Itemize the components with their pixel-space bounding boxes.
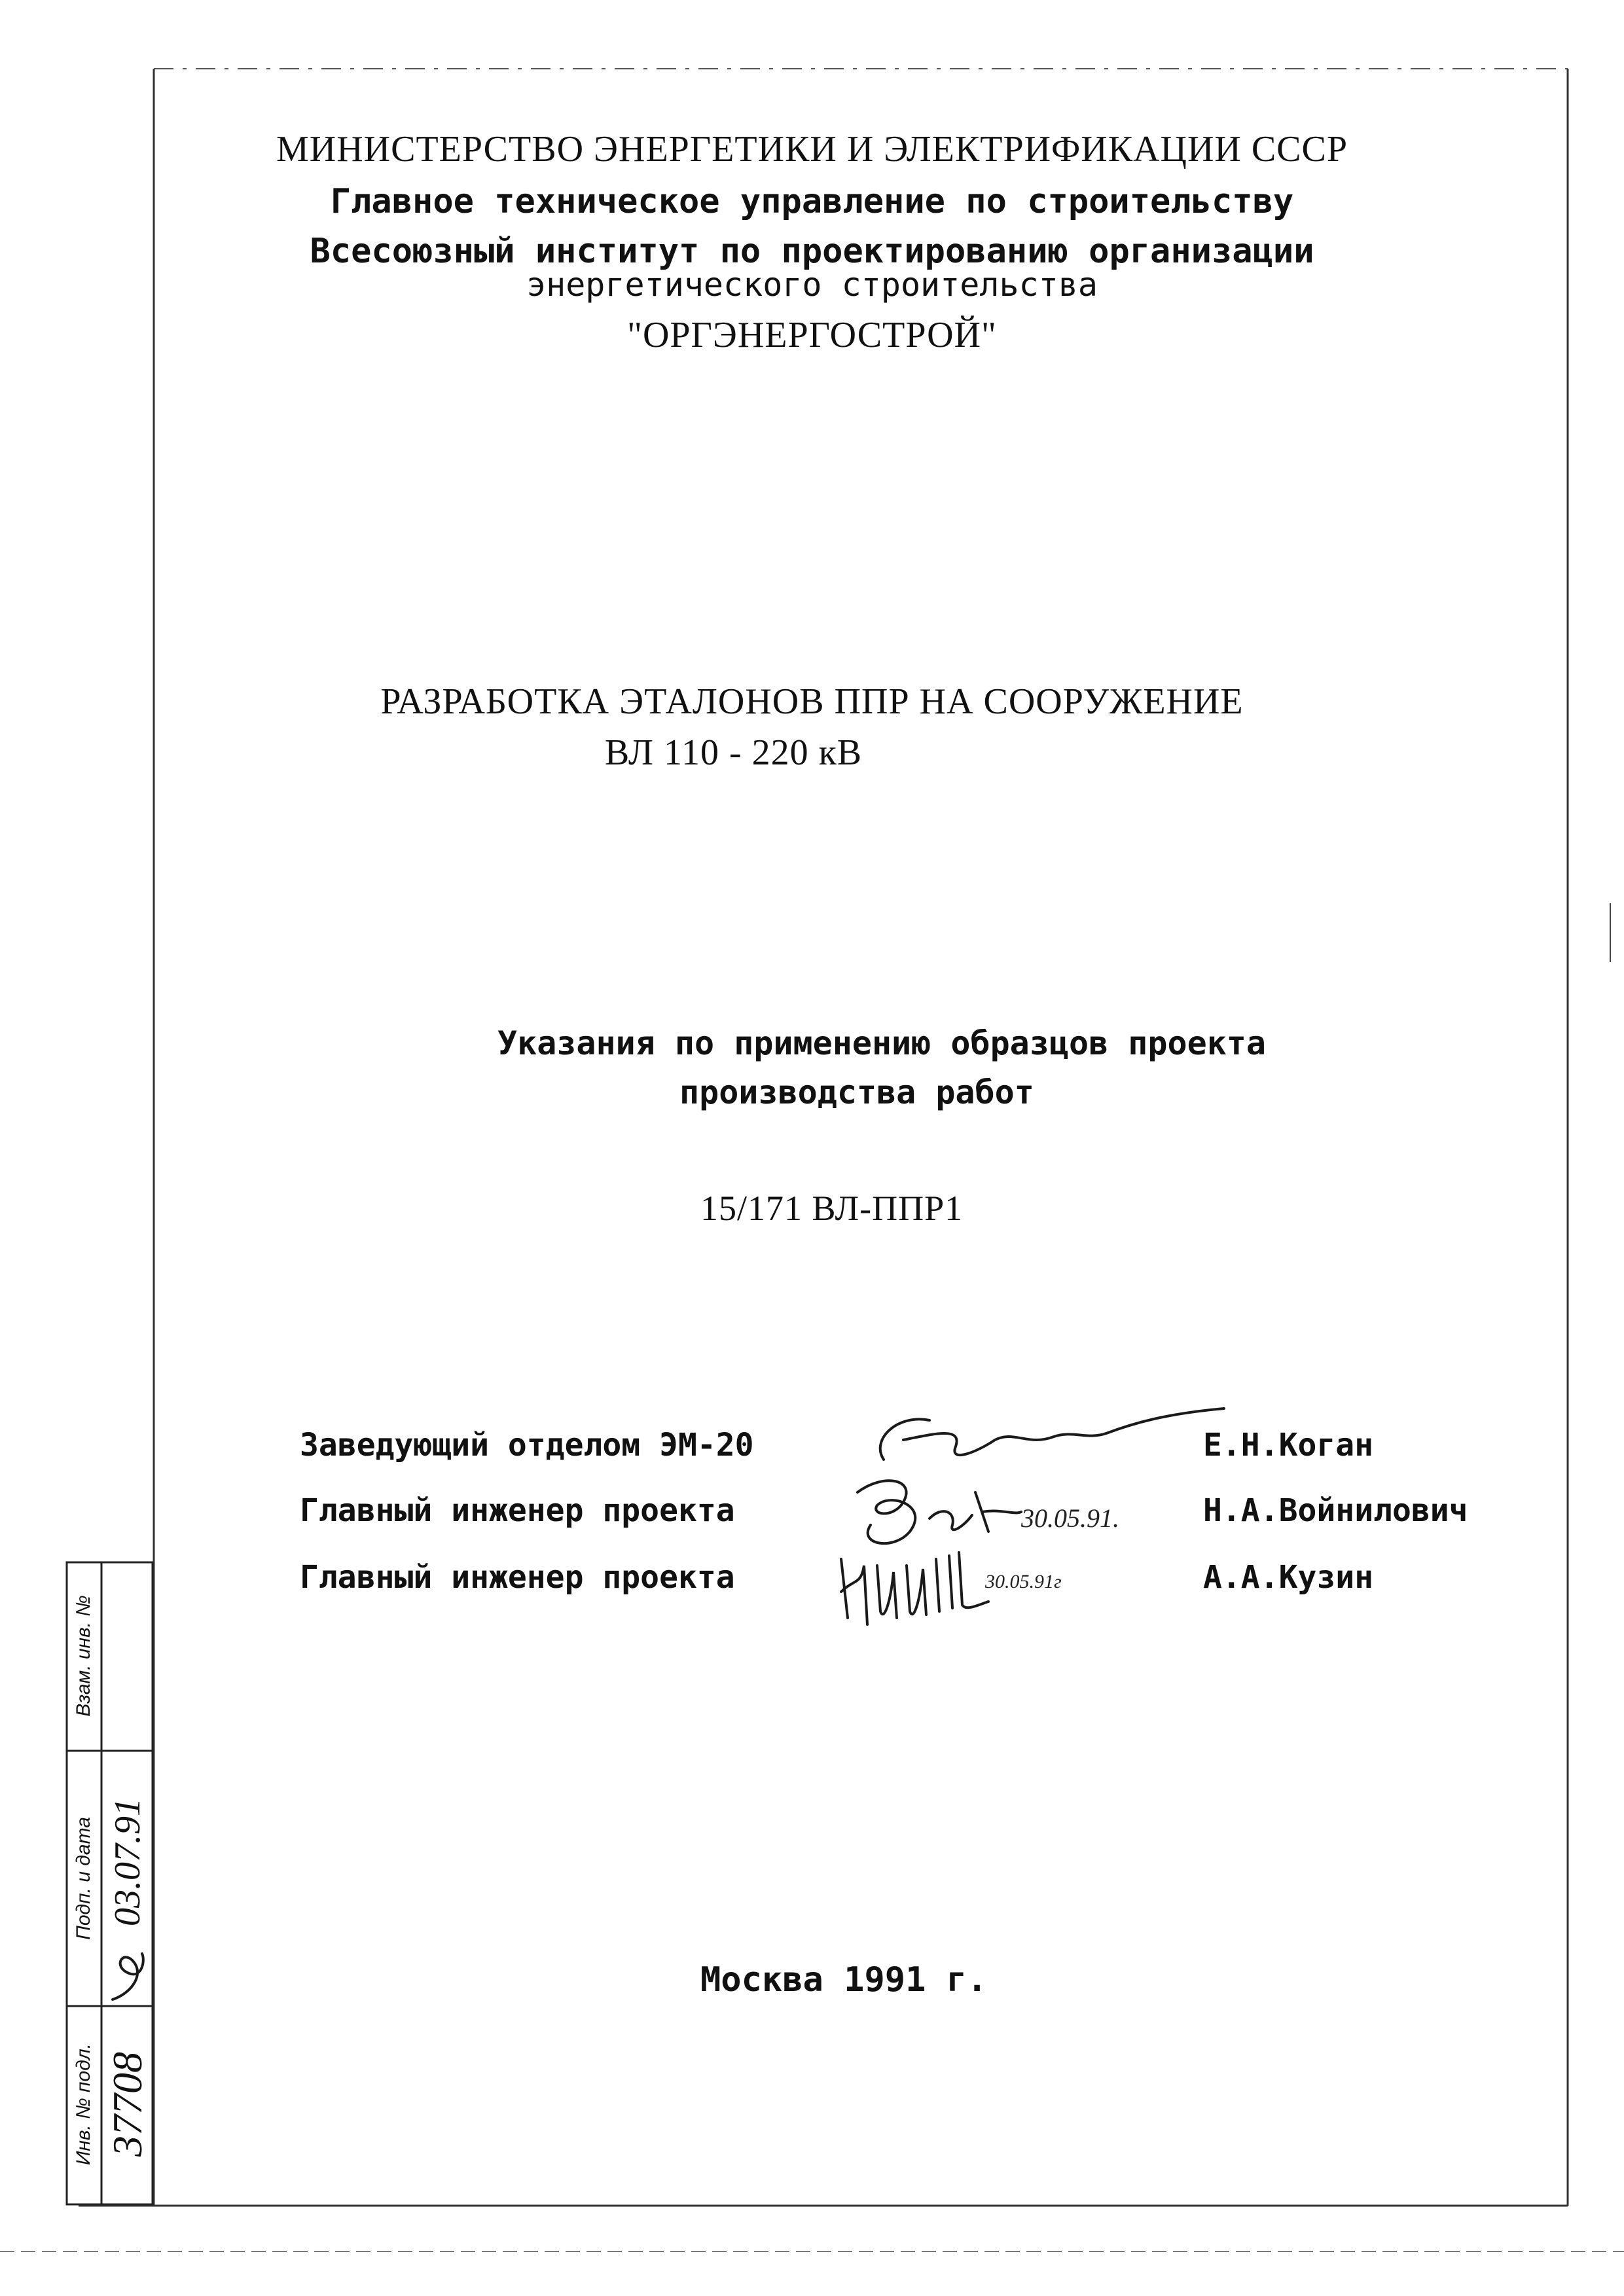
directorate-heading: Главное техническое управление по строительству [330, 182, 1294, 221]
document-title-line1: РАЗРАБОТКА ЭТАЛОНОВ ППР НА СООРУЖЕНИЕ [380, 681, 1244, 722]
signer-name: А.А.Кузин [1203, 1559, 1374, 1596]
signature-row [0, 1492, 1624, 1538]
signature-date: 30.05.91. [1021, 1503, 1119, 1533]
signer-name: Е.Н.Коган [1203, 1427, 1374, 1463]
institute-heading-line2: энергетического строительства [526, 266, 1098, 304]
signature-role: Заведующий отделом ЭМ-20 [300, 1427, 754, 1463]
stamp-date-value: 03.07.91 [107, 1798, 148, 1926]
institute-heading-line1: Всесоюзный институт по проектированию организации [310, 232, 1314, 271]
organization-name: "ОРГЭНЕРГОСТРОЙ" [627, 315, 997, 355]
document-code: 15/171 ВЛ-ППР1 [700, 1189, 964, 1228]
stamp-header-inventory-number: Инв. № подл. [73, 2043, 94, 2166]
subtitle-line2: производства работ [679, 1073, 1034, 1111]
stamp-header-replaced-inventory: Взам. инв. № [73, 1595, 94, 1717]
stamp-inventory-value: 37708 [104, 2052, 151, 2157]
signature-row [0, 1559, 1624, 1605]
side-stamp [65, 1561, 154, 2206]
ministry-heading: МИНИСТЕРСТВО ЭНЕРГЕТИКИ И ЭЛЕКТРИФИКАЦИИ СССР [276, 129, 1348, 170]
stamp-signature [106, 1947, 152, 2006]
subtitle-line1: Указания по применению образцов проекта [497, 1024, 1266, 1062]
signature-row [0, 1427, 1624, 1473]
handwritten-signature [828, 1539, 998, 1631]
place-and-year: Москва 1991 г. [700, 1960, 988, 2000]
signature-date: 30.05.91г [985, 1571, 1062, 1592]
signer-name: Н.А.Войнилович [1203, 1492, 1468, 1529]
stamp-header-signature-date: Подп. и дата [73, 1817, 94, 1940]
document-title-line2: ВЛ 110 - 220 кВ [604, 732, 863, 773]
signature-role: Главный инженер проекта [300, 1492, 735, 1529]
signature-role: Главный инженер проекта [300, 1559, 735, 1596]
